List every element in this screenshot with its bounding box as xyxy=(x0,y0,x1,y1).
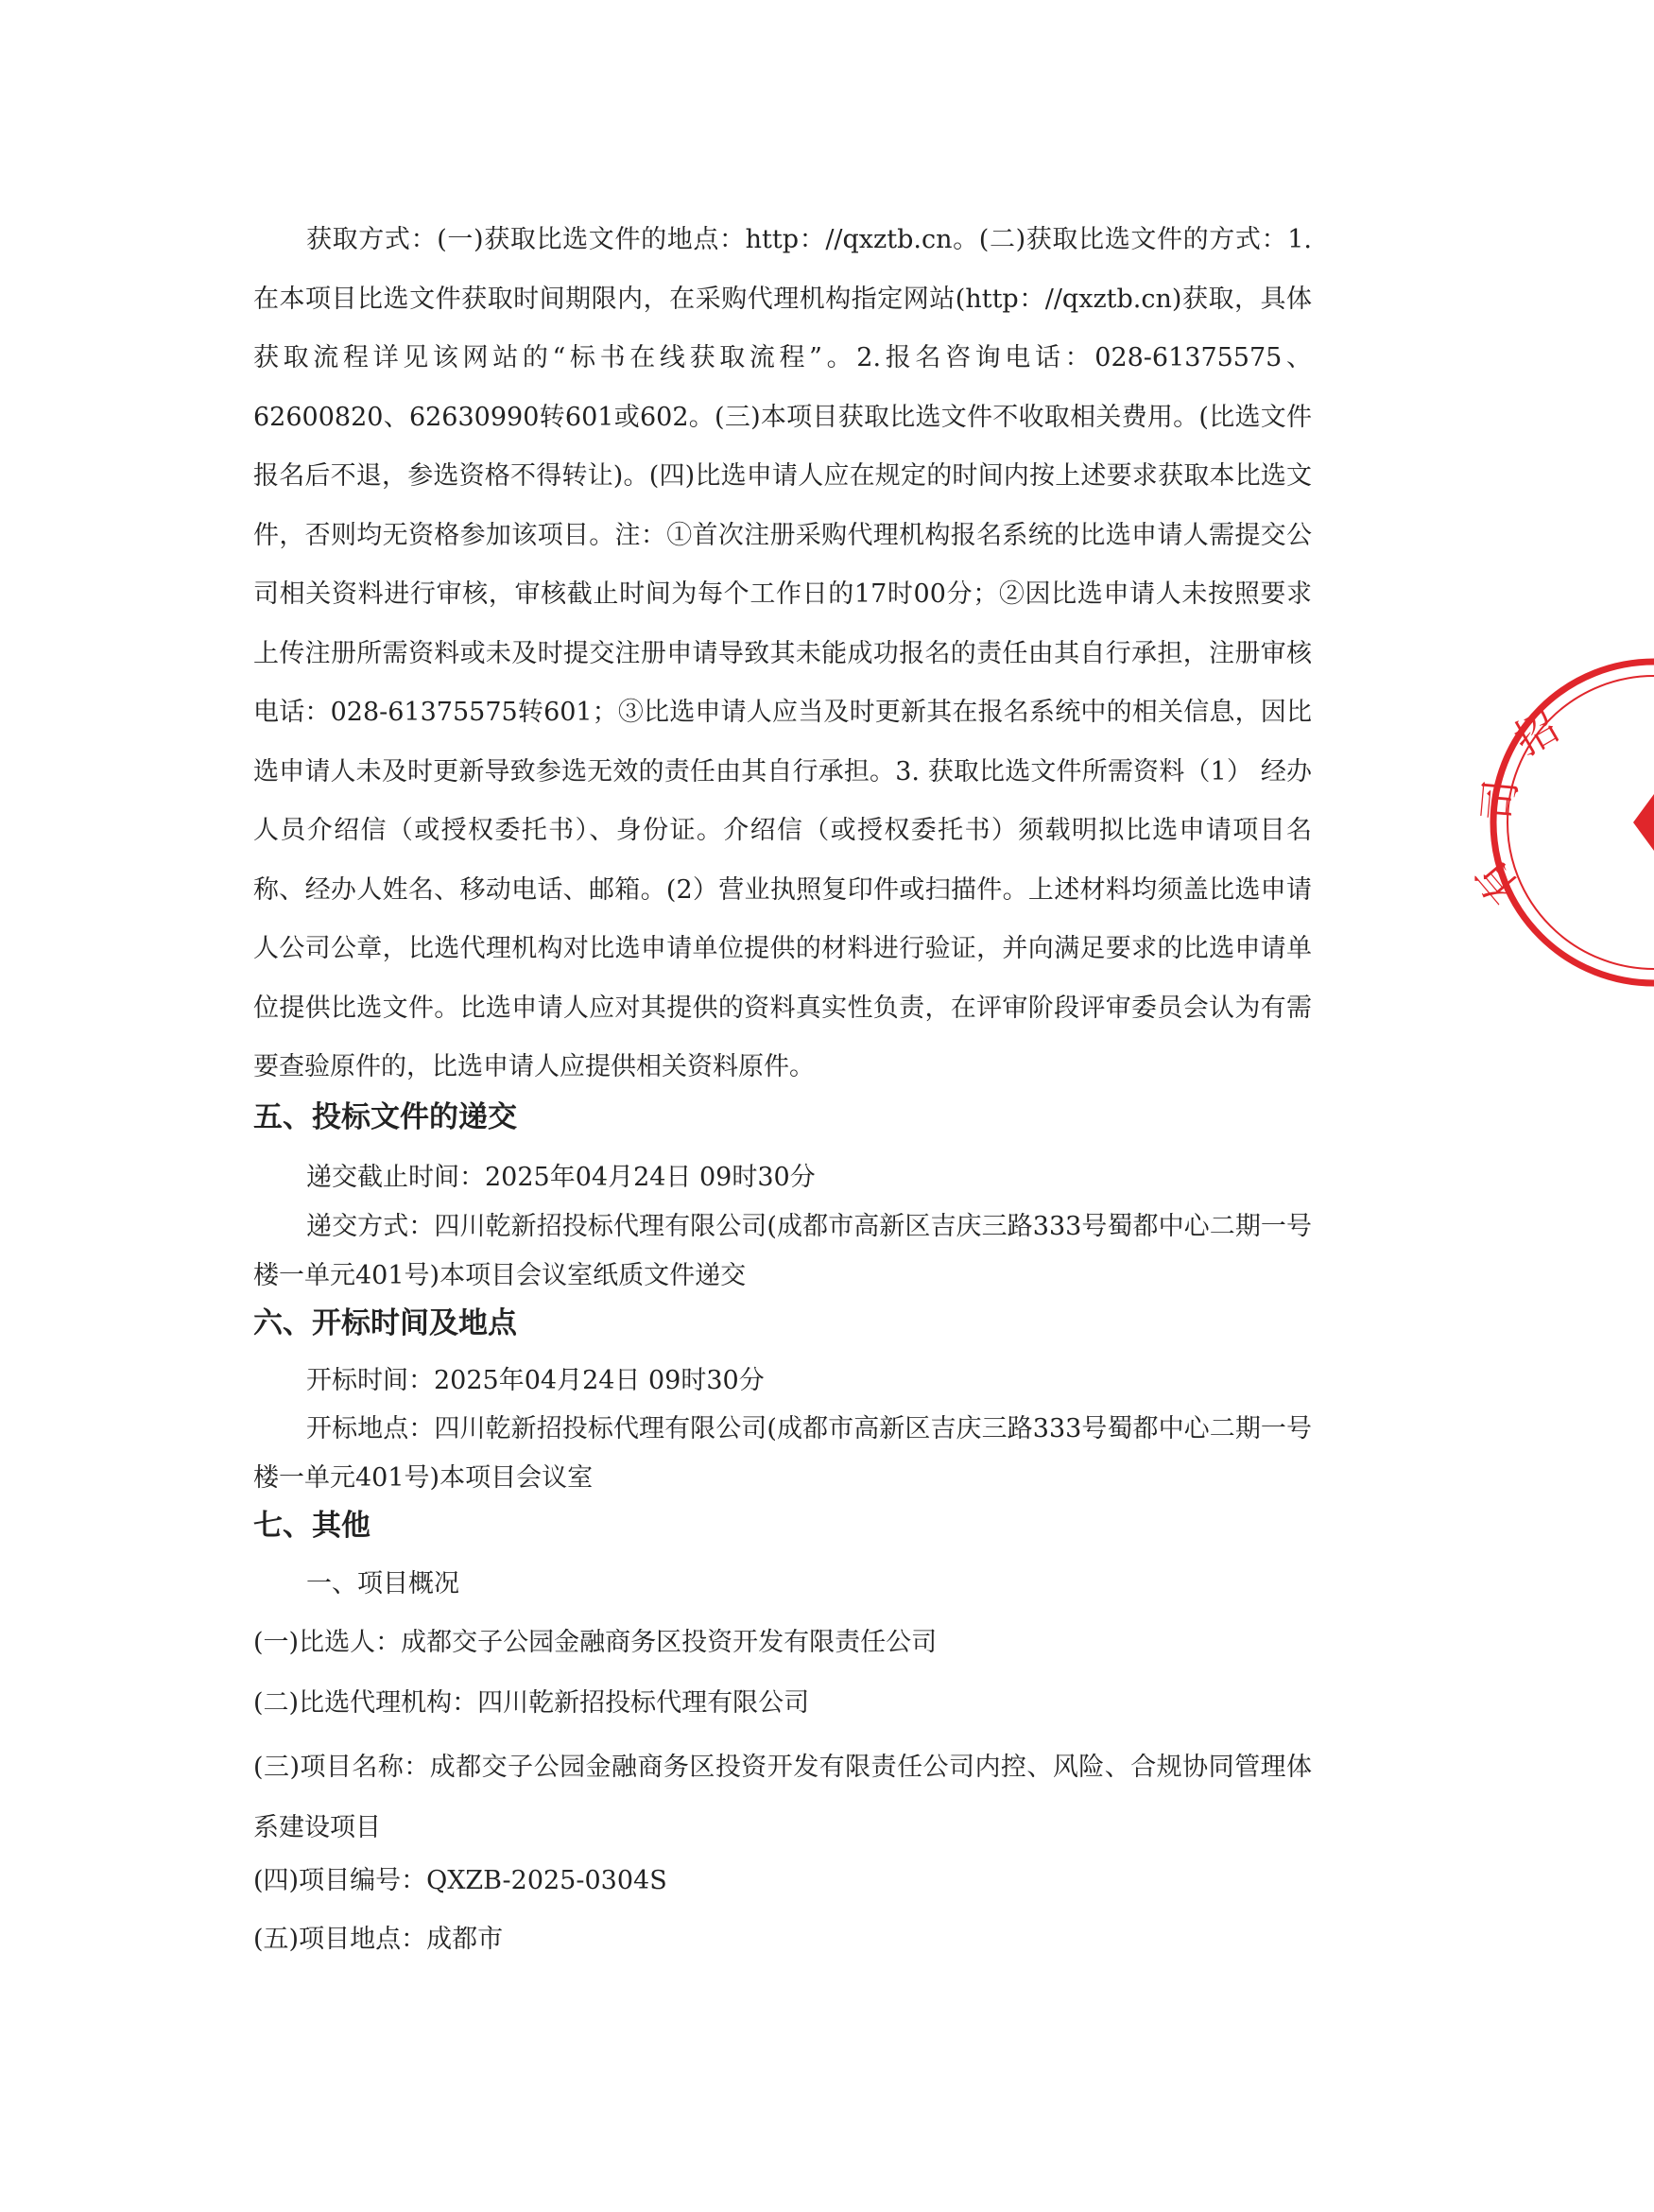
submission-method: 递交方式：四川乾新招投标代理有限公司(成都市高新区吉庆三路333号蜀都中心二期一号楼一单元401号)本项目会议室纸质文件递交 xyxy=(253,1212,1312,1290)
list-item: (二)比选代理机构：四川乾新招投标代理有限公司 xyxy=(253,1688,810,1718)
section-5-heading: 五、投标文件的递交 xyxy=(253,1100,517,1134)
submission-deadline: 递交截止时间：2025年04月24日 09时30分 xyxy=(306,1163,816,1192)
svg-text:司: 司 xyxy=(1474,777,1526,823)
section-7-heading: 七、其他 xyxy=(253,1509,370,1543)
section-6-heading: 六、开标时间及地点 xyxy=(253,1306,517,1340)
opening-place: 开标地点：四川乾新招投标代理有限公司(成都市高新区吉庆三路333号蜀都中心二期一号楼一单元401号)本项目会议室 xyxy=(253,1414,1312,1493)
list-item: (四)项目编号：QXZB-2025-0304S xyxy=(253,1866,667,1895)
obtain-method-paragraph: 获取方式：(一)获取比选文件的地点：http：//qxztb.cn。(二)获取比选文件的方式：1.在本项目比选文件获取时间期限内，在采购代理机构指定网站(http：//qxztb.cn)获取，具体获取流程详见该网站的“标书在线获取流程”。2.报名咨询电话：028-61375575、62600820、62630990转601或602。(三)本项目获取比选文件不收取相关费用。(比选文件报名后不退，参选资格不得转让)。(四)比选申请人应在规定的时间内按上述要求获取本比选文件，否则均无资格参加该项目。注：①首次注册采购代理机构报名系统的比选申请人需提交公司相关资料进行审核，审核截止时间为每个工作日的17时00分；②因比选申请人未按照要求上传注册所需资料或未及时提交注册申请导致其未能成功报名的责任由其自行承担，注册审核电话：028-61375575转601；③比选申请人应当及时更新其在报名系统中的相关信息，因比选申请人未及时更新导致参选无效的责任由其自行承担。3. 获取比选文件所需资料（1） 经办人员介绍信（或授权委托书）、身份证。介绍信（或授权委托书）须载明拟比选申请项目名称、经办人姓名、移动电话、邮箱。(2）营业执照复印件或扫描件。上述材料均须盖比选申请人公司公章，比选代理机构对比选申请单位提供的材料进行验证，并向满足要求的比选申请单位提供比选文件。比选申请人应对其提供的资料真实性负责，在评审阶段评审委员会认为有需要查验原件的，比选申请人应提供相关资料原件。 xyxy=(253,225,1312,1081)
company-seal-stamp xyxy=(1466,652,1654,993)
svg-text:招: 招 xyxy=(1507,702,1567,766)
svg-text:有: 有 xyxy=(1466,850,1530,913)
project-overview-subheading: 一、项目概况 xyxy=(306,1569,459,1599)
list-item: (三)项目名称：成都交子公园金融商务区投资开发有限责任公司内控、风险、合规协同管理体系建设项目 xyxy=(253,1753,1312,1842)
list-item: (五)项目地点：成都市 xyxy=(253,1925,504,1954)
opening-time: 开标时间：2025年04月24日 09时30分 xyxy=(306,1366,765,1395)
list-item: (一)比选人：成都交子公园金融商务区投资开发有限责任公司 xyxy=(253,1628,938,1657)
